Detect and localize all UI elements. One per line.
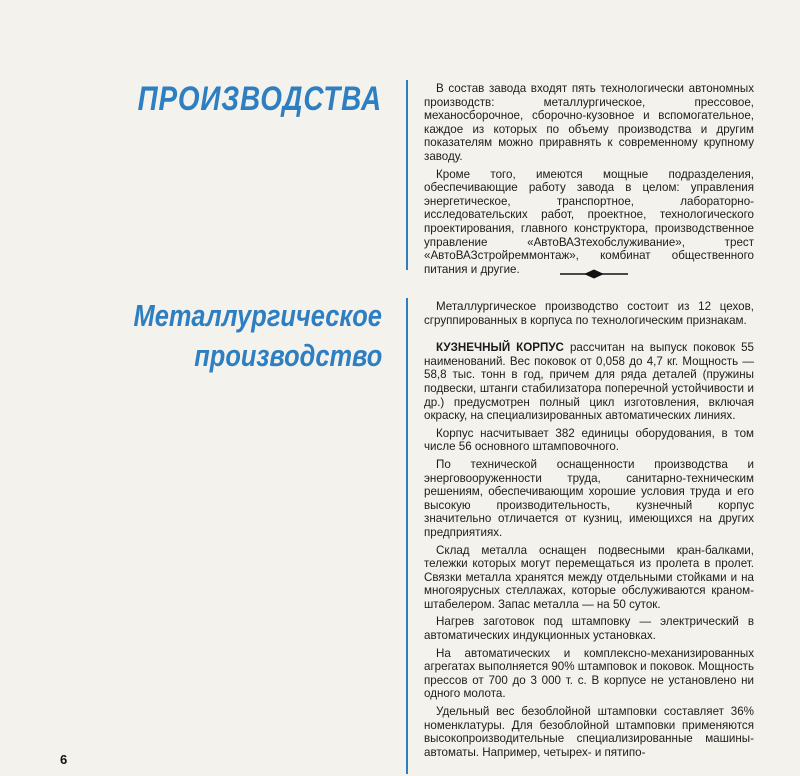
paragraph: Нагрев заготовок под штамповку — электрический в автоматических индукционных установках. — [424, 615, 754, 643]
text-column-bottom — [424, 300, 754, 763]
vertical-rule-bottom — [406, 298, 408, 774]
forge-heading: КУЗНЕЧНЫЙ КОРПУС — [436, 341, 564, 355]
divider-ornament-icon — [560, 268, 628, 280]
page-number: 6 — [60, 752, 68, 767]
section-heading-metallurgical-line2: производство — [193, 338, 382, 373]
paragraph: Склад металла оснащен подвесными кран-балками, тележки которых могут перемещаться из пролета в пролет. Связки металла хранятся между отдельными стойками и на многоярусных стеллажах, которые обслуживаются краном-штабелером. Запас металла — на 50 суток. — [424, 543, 754, 611]
paragraph: По технической оснащенности производства и энерговооруженности труда, санитарно-техническим решениям, обеспечивающим хорошие условия труда и его высокую производительность, кузнечный корпус значительно отличается от кузниц, имеющихся на других предприятиях. — [424, 457, 754, 539]
forge-text: рассчитан на выпуск поковок 55 наименований. Вес поковок от 0,058 до 4,7 кг. Мощность — 58,8 тыс. тонн в год, причем для ряда деталей (пружины подвески, штанги стабилизатора поперечной устойчивости и др.) предусмотрен полный цикл изготовления, включая окраску, на специализированных автоматических линиях. — [424, 341, 754, 423]
paragraph: Корпус насчитывает 382 единицы оборудования, в том числе 56 основного штамповочного. — [424, 426, 754, 454]
paragraph: На автоматических и комплексно-механизированных агрегатах выполняется 90% штамповок и поковок. Мощность прессов от 700 до 3 000 т. с. В корпусе не установлено ни одного молота. — [424, 646, 754, 701]
section-heading-metallurgical-line1: Металлургическое — [133, 298, 382, 333]
forge-paragraph — [424, 341, 754, 423]
vertical-rule-top — [406, 80, 408, 270]
paragraph: Кроме того, имеются мощные подразделения, обеспечивающие работу завода в целом: управления энергетическое, транспортное, лабораторно-исследовательских работ, проектное, технологического проектирования, главного конструктора, производственное управление «АвтоВАЗтехобслуживание», трест «АвтоВАЗстройреммонтаж», комбинат общественного питания и другие. — [424, 167, 754, 276]
intro-paragraph: Металлургическое производство состоит из 12 цехов, сгруппированных в корпуса по технологическим признакам. — [424, 300, 754, 327]
paragraph: В состав завода входят пять технологически автономных производств: металлургическое, прессовое, механосборочное, сборочно-кузовное и вспомогательное, каждое из которых по объему производства и другим показателям можно приравнять к современному крупному заводу. — [424, 82, 754, 163]
text-column-top — [424, 82, 754, 280]
paragraph: Удельный вес безоблойной штамповки составляет 36% номенклатуры. Для безоблойной штамповки применяются высокопроизводительные специализированные машины-автоматы. Например, четырех- и пятипо- — [424, 705, 754, 759]
section-heading-production: ПРОИЗВОДСТВА — [137, 80, 382, 118]
